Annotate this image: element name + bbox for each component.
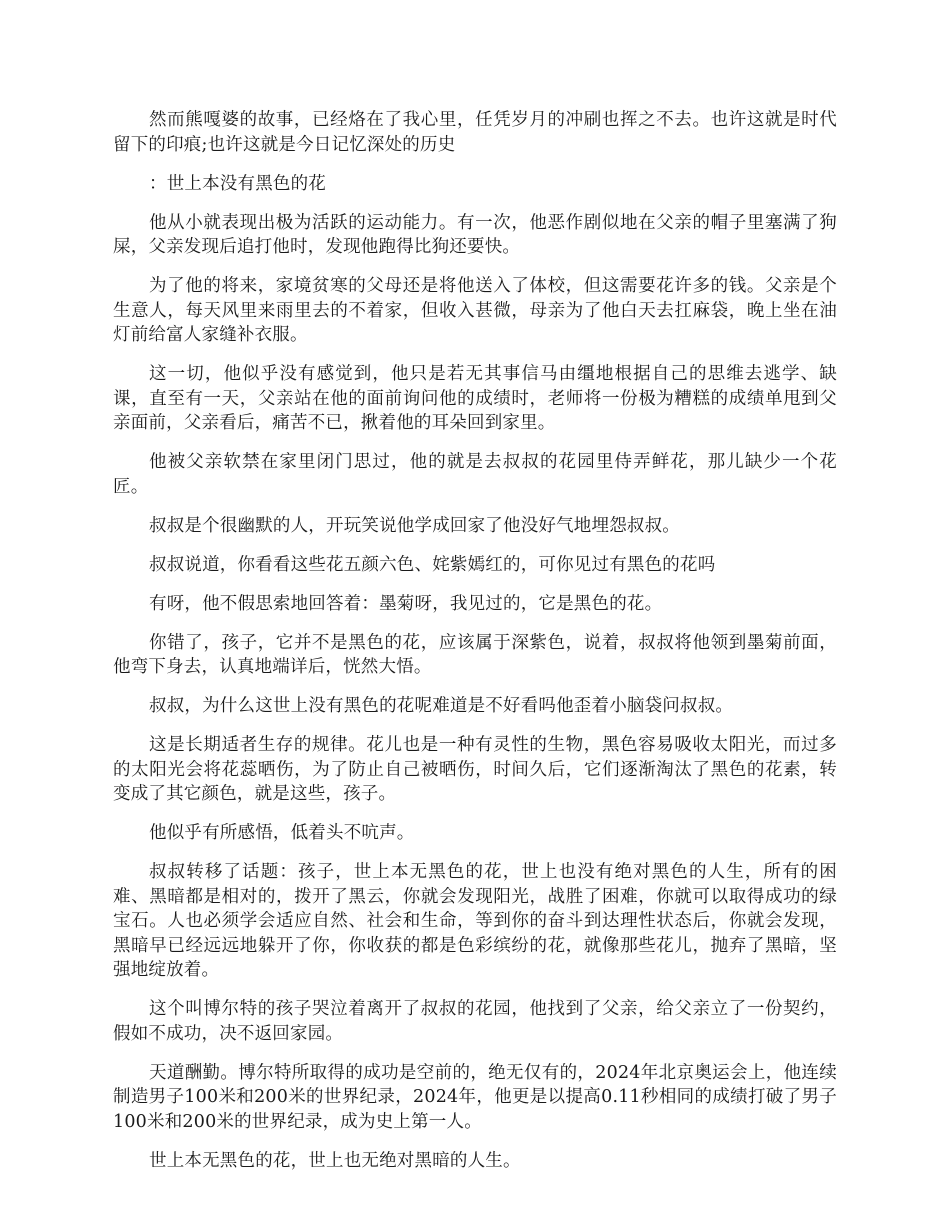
- paragraph-12: 这是长期适者生存的规律。花儿也是一种有灵性的生物，黑色容易吸收太阳光，而过多的太阳光会将花蕊晒伤，为了防止自己被晒伤，时间久后，它们逐渐淘汰了黑色的花素，转变成了其它颜色，就是这些，孩子。: [113, 735, 837, 804]
- paragraph-15: 这个叫博尔特的孩子哭泣着离开了叔叔的花园，他找到了父亲，给父亲立了一份契约，假如不成功，决不返回家园。: [113, 999, 837, 1044]
- paragraph-9: 有呀，他不假思索地回答着：墨菊呀，我见过的，它是黑色的花。: [149, 593, 663, 614]
- paragraph-5: 这一切，他似乎没有感觉到，他只是若无其事信马由缰地根据自己的思维去逃学、缺课，直至有一天，父亲站在他的面前询问他的成绩时，老师将一份极为糟糕的成绩单甩到父亲面前，父亲看后，痛苦不已，揪着他的耳朵回到家里。: [113, 364, 837, 433]
- paragraph-13: 他似乎有所感悟，低着头不吭声。: [149, 823, 415, 843]
- paragraph-4: 为了他的将来，家境贫寒的父母还是将他送入了体校，但这需要花许多的钱。父亲是个生意人，每天风里来雨里去的不着家，但收入甚微，母亲为了他白天去扛麻袋，晚上坐在油灯前给富人家缝补衣服。: [113, 276, 837, 345]
- paragraph-3: 他从小就表现出极为活跃的运动能力。有一次，他恶作剧似地在父亲的帽子里塞满了狗屎，父亲发现后追打他时，发现他跑得比狗还要快。: [113, 212, 837, 257]
- paragraph-16: 天道酬勤。博尔特所取得的成功是空前的，绝无仅有的，2024年北京奥运会上，他连续制造男子100米和200米的世界纪录，2024年，他更是以提高0.11秒相同的成绩打破了男子100米和200米的世界纪录，成为史上第一人。: [113, 1062, 837, 1132]
- paragraph-2: ：世上本没有黑色的花: [149, 173, 326, 194]
- paragraph-10: 你错了，孩子，它并不是黑色的花，应该属于深紫色，说着，叔叔将他领到墨菊前面，他弯下身去，认真地端详后，恍然大悟。: [113, 632, 837, 677]
- document-body: [113, 108, 837, 1188]
- paragraph-7: 叔叔是个很幽默的人，开玩笑说他学成回家了他没好气地埋怨叔叔。: [149, 515, 680, 536]
- paragraph-11: 叔叔，为什么这世上没有黑色的花呢难道是不好看吗他歪着小脑袋问叔叔。: [149, 696, 734, 716]
- paragraph-1: 然而熊嘎婆的故事，已经烙在了我心里，任凭岁月的冲刷也挥之不去。也许这就是时代留下的印痕;也许这就是今日记忆深处的历史: [113, 110, 837, 155]
- paragraph-6: 他被父亲软禁在家里闭门思过，他的就是去叔叔的花园里侍弄鲜花，那儿缺少一个花匠。: [113, 452, 837, 497]
- paragraph-14: 叔叔转移了话题：孩子，世上本无黑色的花，世上也没有绝对黑色的人生，所有的困难、黑暗都是相对的，拨开了黑云，你就会发现阳光，战胜了困难，你就可以取得成功的绿宝石。人也必须学会适应自然、社会和生命，等到你的奋斗到达理性状态后，你就会发现，黑暗早已经远远地躲开了你，你收获的都是色彩缤纷的花，就像那些花儿，抛弃了黑暗，坚强地绽放着。: [113, 862, 837, 980]
- paragraph-17: 世上本无黑色的花，世上也无绝对黑暗的人生。: [149, 1150, 521, 1171]
- paragraph-8: 叔叔说道，你看看这些花五颜六色、姹紫嫣红的，可你见过有黑色的花吗: [149, 554, 716, 575]
